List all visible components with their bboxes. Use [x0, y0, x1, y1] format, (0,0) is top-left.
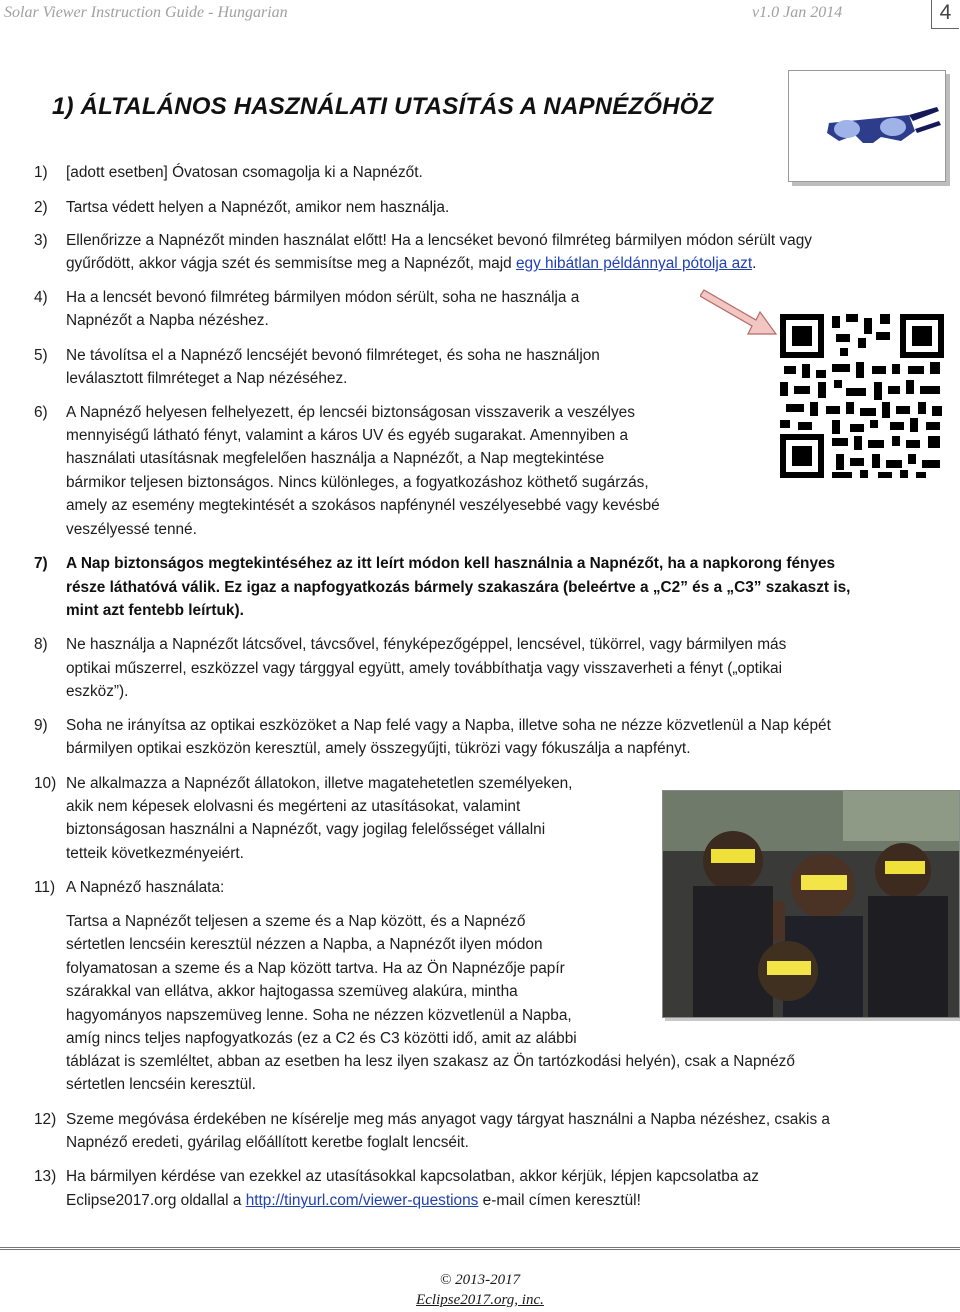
viewer-questions-link[interactable]: http://tinyurl.com/viewer-questions — [245, 1192, 479, 1209]
item-11-heading: A Napnéző használata: — [66, 879, 225, 896]
item-7-line-2: része láthatóvá válik. Ez igaz a napfogyatkozás bármely szakaszára (beleértve a „C2” és a „C3” szakaszt is, — [66, 579, 851, 596]
glasses-image — [788, 70, 946, 182]
header-version: v1.0 Jan 2014 — [752, 4, 843, 21]
item-6-line-4: bármikor teljesen biztonságos. Nincs különleges, a fogyatkozáshoz köthető sugárzás, — [66, 474, 649, 491]
children-photo — [662, 790, 960, 1018]
item-11-line-1: Tartsa a Napnézőt teljesen a szeme és a Nap között, és a Napnéző — [66, 913, 526, 930]
item-13-line-1: Ha bármilyen kérdése van ezekkel az utasításokkal kapcsolatban, akkor kérjük, lépjen kapcsolatba az — [66, 1168, 759, 1185]
item-10-number: 10) — [34, 775, 57, 792]
footer-copyright: © 2013-2017 — [439, 1272, 521, 1288]
item-10-line-4: tetteik következményeiért. — [66, 845, 244, 862]
item-12-number: 12) — [34, 1111, 57, 1128]
qr-code-icon — [780, 314, 944, 478]
header-title: Solar Viewer Instruction Guide - Hungarian — [4, 4, 288, 21]
item-7-line-3: mint azt fentebb leírtuk). — [66, 602, 244, 619]
item-1-number: 1) — [34, 164, 48, 181]
item-13-line-2-text: Eclipse2017.org oldallal a — [66, 1192, 246, 1209]
item-3-line-2 — [66, 252, 756, 275]
item-9-line-1: Soha ne irányítsa az optikai eszközöket a Nap felé vagy a Napba, illetve soha ne nézze közvetlenül a Nap képét — [66, 717, 831, 734]
replacement-link[interactable]: egy hibátlan példánnyal pótolja azt — [515, 255, 753, 272]
item-6-line-2: mennyiségű látható fényt, valamint a káros UV és egyéb sugarakat. Amennyiben a — [66, 427, 629, 444]
item-6-line-1: A Napnéző helyesen felhelyezett, ép lencséi biztonságosan visszaverik a veszélyes — [66, 404, 635, 421]
item-13-line-2-end: e-mail címen keresztül! — [478, 1192, 641, 1209]
item-2-text: Tartsa védett helyen a Napnézőt, amikor nem használja. — [66, 199, 450, 216]
item-9-line-2: bármilyen optikai eszközön keresztül, amely összegyűjti, tükrözi vagy fókuszálja a napfényt. — [66, 740, 691, 757]
item-4-line-1: Ha a lencsét bevonó filmréteg bármilyen módon sérült, soha ne használja a — [66, 289, 580, 306]
footer-org-link[interactable]: Eclipse2017.org, inc. — [416, 1292, 544, 1308]
item-12-line-1: Szeme megóvása érdekében ne kísérelje meg más anyagot vagy tárgyat használni a Napba nézéshez, csakis a — [66, 1111, 830, 1128]
item-13-number: 13) — [34, 1168, 57, 1185]
page-number: 4 — [931, 0, 959, 29]
item-9-number: 9) — [34, 717, 48, 734]
item-10-line-1: Ne alkalmazza a Napnézőt állatokon, illetve magatehetetlen személyeken, — [66, 775, 573, 792]
item-11-line-5: hagyományos napszemüveg lenne. Soha ne nézzen közvetlenül a Napba, — [66, 1007, 572, 1024]
eclipse-glasses-icon — [789, 71, 945, 181]
item-6-number: 6) — [34, 404, 48, 421]
item-6-line-3: használati utasításnak megfelelően használja a Napnézőt, a Nap megtekintése — [66, 450, 605, 467]
item-11-line-3: folyamatosan a szeme és a Nap között tartva. Ha az Ön Napnézője papír — [66, 960, 565, 977]
item-11-line-4: szárakkal van ellátva, akkor hajtogassa szemüveg alakúra, mintha — [66, 983, 518, 1000]
footer-org-wrap — [0, 1292, 960, 1309]
item-12-line-2: Napnéző eredeti, gyárilag előállított keretbe foglalt lencséit. — [66, 1134, 469, 1151]
item-8-number: 8) — [34, 636, 48, 653]
item-8-line-3: eszköz”). — [66, 683, 129, 700]
page-title: 1) ÁLTALÁNOS HASZNÁLATI UTASÍTÁS A NAPNÉZŐHÖZ — [52, 93, 714, 120]
item-4-line-2: Napnézőt a Napba nézéshez. — [66, 312, 269, 329]
item-13-line-2 — [66, 1189, 641, 1212]
item-10-line-2: akik nem képesek elolvasni és megérteni az utasításokat, valamint — [66, 798, 521, 815]
item-4-number: 4) — [34, 289, 48, 306]
item-11-line-6: amíg nincs teljes napfogyatkozás (ez a C2 és C3 közötti idő, amit az alábbi — [66, 1030, 577, 1047]
item-11-line-8: sértetlen lencséin keresztül. — [66, 1076, 256, 1093]
item-8-line-1: Ne használja a Napnézőt látcsővel, távcsővel, fényképezőgéppel, lencsével, tükörrel, vagy bármilyen más — [66, 636, 787, 653]
item-7-line-1: A Nap biztonságos megtekintéséhez az itt leírt módon kell használnia a Napnézőt, ha a napkorong fényes — [66, 555, 836, 572]
item-5-number: 5) — [34, 347, 48, 364]
item-6-line-5: amely az esemény megtekintését a szokásos napfénynél veszélyesebbé vagy kevésbé — [66, 497, 660, 514]
item-6-line-6: veszélyessé tenné. — [66, 521, 197, 538]
item-3-line-2-text: gyűrődött, akkor vágja szét és semmisítse meg a Napnézőt, majd — [66, 255, 516, 272]
item-1-text: [adott esetben] Óvatosan csomagolja ki a Napnézőt. — [66, 164, 423, 181]
footer-divider — [0, 1247, 960, 1250]
item-10-line-3: biztonságosan használni a Napnézőt, vagy jogilag felelősséget vállalni — [66, 821, 546, 838]
arrow-icon — [700, 284, 780, 340]
item-3-number: 3) — [34, 232, 48, 249]
item-11-number: 11) — [34, 879, 56, 896]
item-8-line-2: optikai műszerrel, eszközzel vagy tárggyal együtt, amely továbbíthatja vagy visszaverheti a fényt („optikai — [66, 660, 782, 677]
item-11-line-2: sértetlen lencséin keresztül nézzen a Napba, a Napnézőt ilyen módon — [66, 936, 543, 953]
item-2-number: 2) — [34, 199, 48, 216]
item-5-line-2: leválasztott filmréteget a Nap nézéséhez. — [66, 370, 348, 387]
item-7-number: 7) — [34, 555, 48, 572]
item-11-line-7: táblázat is szemléltet, abban az esetben ha lesz ilyen szakasz az Ön tartózkodási helyén), csak a Napnéző — [66, 1053, 795, 1070]
item-3-line-2-end: . — [752, 255, 757, 272]
item-5-line-1: Ne távolítsa el a Napnéző lencséjét bevonó filmréteget, és soha ne használjon — [66, 347, 600, 364]
item-3-line-1: Ellenőrizze a Napnézőt minden használat előtt! Ha a lencséket bevonó filmréteg bármilyen módon sérült vagy — [66, 232, 812, 249]
